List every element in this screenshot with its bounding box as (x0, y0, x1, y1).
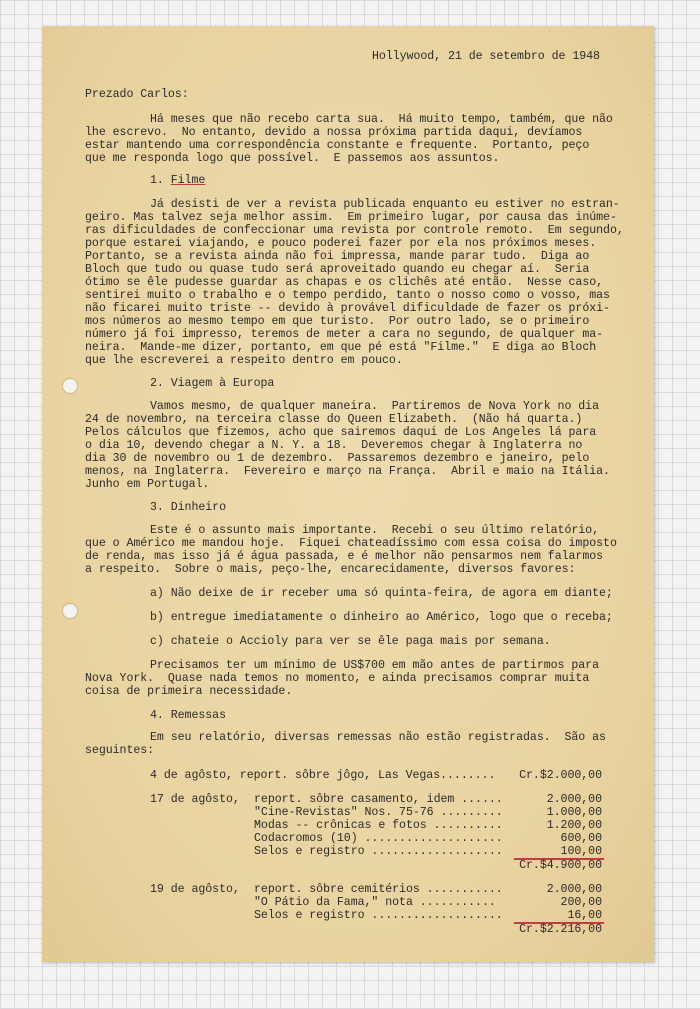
body-line: ras dificuldades de confeccionar uma revista por controle remoto. Em segundo, (85, 224, 624, 237)
favor-item: a) Não deixe de ir receber uma só quinta-feira, de agora em diante; (150, 587, 613, 600)
body-line: dia 30 de novembro ou 1 de dezembro. Passaremos dezembro e janeiro, pelo (85, 452, 590, 465)
body-line: número já foi impresso, teremos de meter a cara no segundo, de qualquer ma- (85, 328, 604, 341)
remessa-total: Cr.$2.216,00 (519, 923, 602, 936)
remessa-entry: 4 de agôsto, report. sôbre jôgo, Las Vegas........ (150, 769, 496, 782)
remessa-item: Selos e registro ................... (254, 845, 503, 858)
body-line: Junho em Portugal. (85, 478, 210, 491)
body-line: porque estarei viajando, e pouco poderei fazer por ela nos próximos meses. (85, 237, 597, 250)
remessa-amount: 16,00 (567, 909, 602, 922)
letter-page (42, 26, 654, 962)
body-line: Já desisti de ver a revista publicada enquanto eu estiver no estran- (150, 198, 620, 211)
intro-line: que me responda logo que possível. E passemos aos assuntos. (85, 152, 500, 165)
body-line: Bloch que tudo ou quase tudo será aproveitado quando eu chegar aí. Seria (85, 263, 590, 276)
greeting: Prezado Carlos: (85, 88, 189, 101)
body-line: a respeito. Sobre o mais, peço-lhe, encarecidamente, diversos favores: (85, 563, 576, 576)
section-heading (150, 175, 205, 188)
remessa-amount: 2.000,00 (546, 883, 602, 896)
section-title-viagem: 2. Viagem à Europa (150, 377, 275, 390)
favor-item: c) chateie o Accioly para ver se êle paga mais por semana. (150, 635, 551, 648)
body-line: não ficarei muito triste -- devido à provável dificuldade de fazer os próxi- (85, 302, 610, 315)
remessa-amount: Cr.$2.000,00 (519, 769, 602, 782)
body-line: de renda, mas isso já é água passada, e é melhor não pensarmos nem falarmos (85, 550, 604, 563)
section-title-filme: Filme (170, 174, 206, 187)
body-line: que o Américo me mandou hoje. Fiquei chateadíssimo com essa coisa do imposto (85, 537, 617, 550)
body-line: Portanto, se a revista ainda não foi impressa, mande parar tudo. Diga ao (85, 250, 590, 263)
body-line: Vamos mesmo, de qualquer maneira. Partiremos de Nova York no dia (150, 400, 599, 413)
body-line: Precisamos ter um mínimo de US$700 em mão antes de partirmos para (150, 659, 599, 672)
intro-line: estar mantendo uma correspondência constante e frequente. Portanto, peço (85, 139, 590, 152)
remessa-amount: 600,00 (560, 832, 602, 845)
body-line: menos, na Inglaterra. Fevereiro e março na França. Abril e maio na Itália. (85, 465, 610, 478)
remessa-amount: 100,00 (560, 845, 602, 858)
remessa-item: Selos e registro ................... (254, 909, 503, 922)
body-line: o dia 10, devendo chegar a N. Y. a 18. Deveremos chegar à Inglaterra no (85, 439, 583, 452)
remessa-date: 19 de agôsto, (150, 883, 240, 896)
body-line: ótimo se êle pudesse guardar as chapas e os clichês até então. Nesse caso, (85, 276, 604, 289)
remessa-item: Modas -- crônicas e fotos .......... (254, 819, 503, 832)
body-line: geiro. Mas talvez seja melhor assim. Em primeiro lugar, por causa das inúme- (85, 211, 617, 224)
remessa-item: "Cine-Revistas" Nos. 75-76 ......... (254, 806, 503, 819)
place-date: Hollywood, 21 de setembro de 1948 (372, 50, 600, 63)
remessa-amount: 1.200,00 (546, 819, 602, 832)
body-line: 24 de novembro, na terceira classe do Queen Elizabeth. (Não há quarta.) (85, 413, 583, 426)
body-line: neira. Mande-me dizer, portanto, em que pé está "Filme." E diga ao Bloch (85, 341, 597, 354)
intro-line: lhe escrevo. No entanto, devido a nossa próxima partida daqui, devíamos (85, 126, 583, 139)
punch-hole-top (62, 378, 78, 394)
remessa-amount: 200,00 (560, 896, 602, 909)
remessa-amount: 2.000,00 (546, 793, 602, 806)
body-line: coisa de primeira necessidade. (85, 685, 293, 698)
remessa-total: Cr.$4.900,00 (519, 859, 602, 872)
intro-line: Há meses que não recebo carta sua. Há muito tempo, também, que não (150, 113, 613, 126)
body-line: Nova York. Quase nada temos no momento, e ainda precisamos comprar muita (85, 672, 590, 685)
remessa-date: 17 de agôsto, (150, 793, 240, 806)
body-line: sentirei muito o trabalho e o tempo perdido, tanto o nosso como o vosso, mas (85, 289, 610, 302)
remessa-amount: 1.000,00 (546, 806, 602, 819)
punch-hole-bottom (62, 603, 78, 619)
remessa-item: Codacromos (10) .................... (254, 832, 503, 845)
body-line: Este é o assunto mais importante. Recebi o seu último relatório, (150, 524, 599, 537)
remessa-item: report. sôbre casamento, idem ...... (254, 793, 503, 806)
section-title-dinheiro: 3. Dinheiro (150, 501, 226, 514)
favor-item: b) entregue imediatamente o dinheiro ao Américo, logo que o receba; (150, 611, 613, 624)
body-line: Em seu relatório, diversas remessas não estão registradas. São as (150, 731, 606, 744)
body-line: mos números ao mesmo tempo em que turisto. Por outro lado, se o primeiro (85, 315, 590, 328)
body-line: que lhe escreverei a respeito dentro em pouco. (85, 354, 403, 367)
body-line: Pelos cálculos que fizemos, acho que sairemos daqui de Los Angeles lá para (85, 426, 597, 439)
section-number: 1. (150, 174, 171, 187)
remessa-item: "O Pátio da Fama," nota ........... (254, 896, 496, 909)
body-line: seguintes: (85, 744, 155, 757)
remessa-item: report. sôbre cemitérios ........... (254, 883, 503, 896)
section-title-remessas: 4. Remessas (150, 709, 226, 722)
